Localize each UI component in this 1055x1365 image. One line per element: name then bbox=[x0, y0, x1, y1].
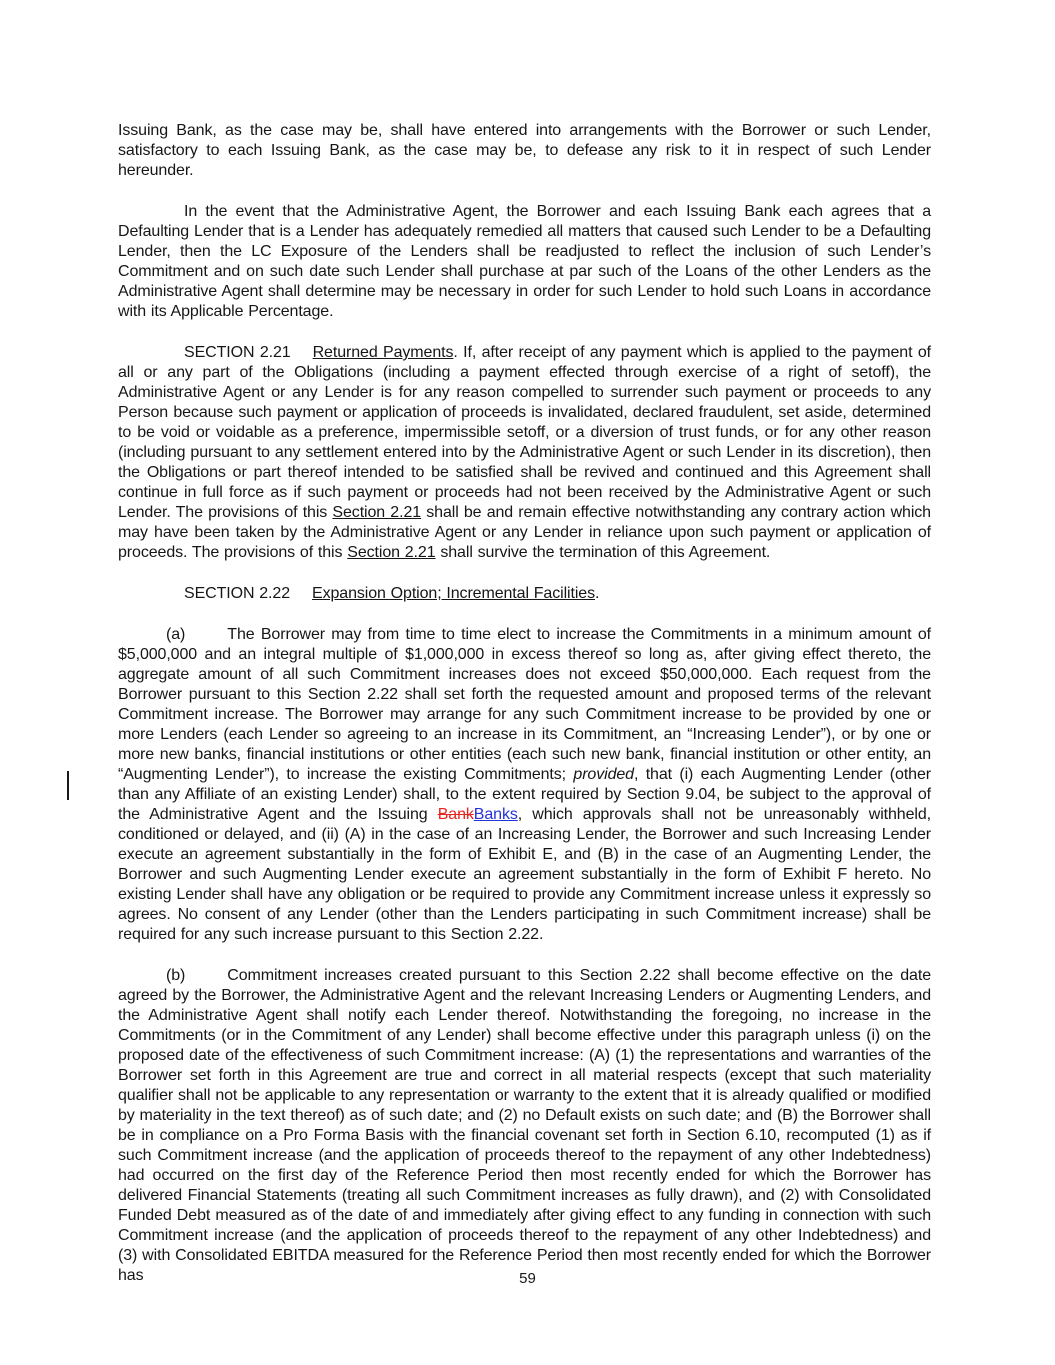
para-defaulting-lender-remedy bbox=[118, 202, 931, 322]
text-run: SECTION 2.21 bbox=[184, 344, 291, 361]
text-run: The Borrower may from time to time elect to increase the Commitments in a minimum amount of $5,000,000 and an integral multiple of $1,000,000 in excess thereof so long as, after giving effect thereto, the aggregate amount of all such Commitment increases does not exceed $50,000,000. Each request from the Borrower pursuant to this Section 2.22 shall set forth the requested amount and proposed terms of the relevant Commitment increase. The Borrower may arrange for any such Commitment increase to be provided by one or more Lenders (each Lender so agreeing to an increase in its Commitment, an “Increasing Lender”), or by one or more new banks, financial institutions or other entities (each such new bank, financial institution or other entity, an “Augmenting Lender”), to increase the existing Commitments; bbox=[118, 626, 931, 783]
text-run: . bbox=[595, 585, 600, 602]
revision-change-bar bbox=[67, 771, 69, 800]
italic-term: provided bbox=[573, 766, 634, 783]
text-run: (a) bbox=[166, 626, 186, 643]
para-section-2-21-returned-payments bbox=[118, 343, 931, 563]
text-run: . If, after receipt of any payment which is applied to the payment of all or any part of the Obligations (including a payment effected through exercise of a right of setoff), the Administrative Agent or any Lender is for any reason compelled to surrender such payment or proceeds to any Person because such payment or application of proceeds is invalidated, declared fraudulent, set aside, determined to be void or voidable as a preference, impermissible setoff, or a diversion of trust funds, or for any other reason (including pursuant to any settlement entered into by the Administrative Agent or such Lender in its discretion), then the Obligations or part thereof intended to be satisfied shall be revived and continued and this Agreement shall continue in full force as if such payment or proceeds had not been received by the Administrative Agent or such Lender. The provisions of this bbox=[118, 344, 931, 521]
text-run: shall be and remain effective notwithstanding any contrary action which may have been taken by the Administrative Agent or any Lender in reliance upon such payment or application of proceeds. The provisions of this bbox=[118, 504, 931, 561]
deleted-text: Bank bbox=[437, 806, 474, 823]
underlined-term: Expansion Option; Incremental Facilities bbox=[312, 585, 595, 602]
text-run: shall survive the termination of this Agreement. bbox=[435, 544, 771, 561]
text-run: , that (i) each Augmenting Lender (other than any Affiliate of an existing Lender) shall, to the extent required by Section 9.04, be subject to the approval of the Administrative Agent and the Issuing bbox=[118, 766, 931, 823]
text-run: Commitment increases created pursuant to this Section 2.22 shall become effective on the date agreed by the Borrower, the Administrative Agent and the relevant Increasing Lenders or Augmenting Lenders, and the Administrative Agent shall notify each Lender thereof. Notwithstanding the foregoing, no increase in the Commitments (or in the Commitment of any Lender) shall become effective under this paragraph unless (i) on the proposed date of the effectiveness of such Commitment increase: (A) (1) the representations and warranties of the Borrower set forth in this Agreement are true and correct in all material respects (except that such materiality qualifier shall not be applicable to any representation or warranty to the extent that it is already qualified or modified by materiality in the text thereof) as of such date; and (2) no Default exists on such date; and (B) the Borrower shall be in compliance on a Pro Forma Basis with the financial covenant set forth in Section 6.10, recomputed (1) as if such Commitment increase (and the application of proceeds thereof to the repayment of any other Indebtedness) had occurred on the first day of the Reference Period then most recently ended for which the Borrower has delivered Financial Statements (treating all such Commitment increases as fully drawn), and (2) with Consolidated Funded Debt measured as of the date of and immediately after giving effect to any funding in connection with such Commitment increase (and the application of proceeds thereof to the repayment of any other Indebtedness) and (3) with Consolidated EBITDA measured for the Reference Period then most recently ended for which the Borrower has bbox=[118, 967, 931, 1284]
underlined-term: Section 2.21 bbox=[332, 504, 422, 521]
text-run: SECTION 2.22 bbox=[184, 585, 291, 602]
inserted-text: Banks bbox=[473, 806, 518, 823]
text-run: (b) bbox=[166, 967, 186, 984]
para-section-2-22-heading bbox=[118, 584, 931, 604]
document-body bbox=[118, 121, 931, 1307]
underlined-term: Returned Payments bbox=[312, 344, 454, 361]
para-2-22-a bbox=[118, 625, 931, 945]
text-run: Issuing Bank, as the case may be, shall have entered into arrangements with the Borrower or such Lender, satisfactory to each Issuing Bank, as the case may be, to defease any risk to it in respect of such Lender hereunder. bbox=[118, 122, 931, 179]
para-2-22-b bbox=[118, 966, 931, 1286]
underlined-term: Section 2.21 bbox=[347, 544, 436, 561]
text-run: , which approvals shall not be unreasonably withheld, conditioned or delayed, and (ii) (A) in the case of an Increasing Lender, the Borrower and such Increasing Lender execute an agreement substantially in the form of Exhibit E, and (B) in the case of an Augmenting Lender, the Borrower and such Augmenting Lender execute an agreement substantially in the form of Exhibit F hereto. No existing Lender shall have any obligation or be required to provide any Commitment increase unless it expressly so agrees. No consent of any Lender (other than the Lenders participating in such Commitment increase) shall be required for any such increase pursuant to this Section 2.22. bbox=[118, 806, 931, 943]
page-number: 59 bbox=[519, 1270, 536, 1287]
text-run: In the event that the Administrative Agent, the Borrower and each Issuing Bank each agrees that a Defaulting Lender that is a Lender has adequately remedied all matters that caused such Lender to be a Defaulting Lender, then the LC Exposure of the Lenders shall be readjusted to reflect the inclusion of such Lender’s Commitment and on such date such Lender shall purchase at par such of the Loans of the other Lenders as the Administrative Agent shall determine may be necessary in order for such Lender to hold such Loans in accordance with its Applicable Percentage. bbox=[118, 203, 931, 320]
para-issuing-bank-continuation bbox=[118, 121, 931, 181]
